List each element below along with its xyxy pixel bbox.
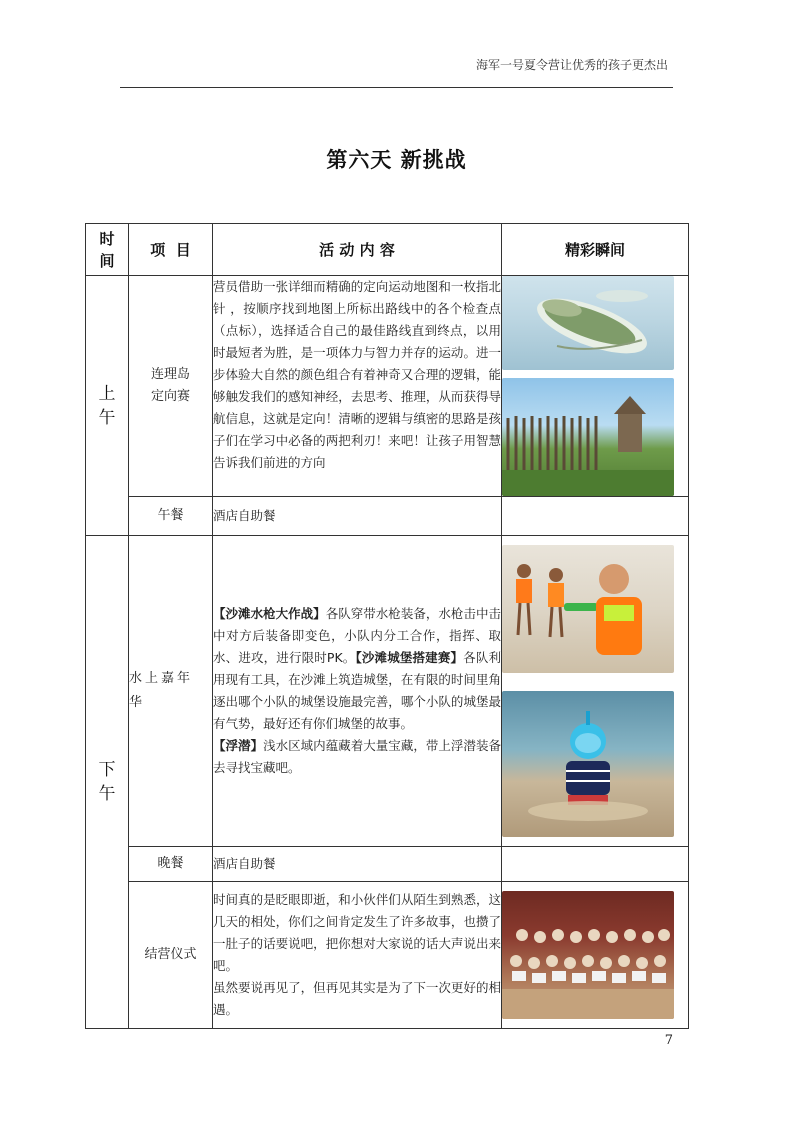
- carnival-castle-text: 各队利用现有工具，在沙滩上筑造城堡，在有限的时间里角逐出哪个小队的城堡设施最完善，哪个小队的城堡最有气势，最好还有你们城堡的故事。: [213, 650, 501, 731]
- carnival-snorkel-title: 【浮潜】: [213, 738, 264, 753]
- content-lunch: 酒店自助餐: [213, 497, 502, 536]
- photos-dinner-empty: [502, 847, 689, 882]
- item-carnival: 水上嘉年 华: [129, 536, 213, 847]
- period-afternoon: 下 午: [86, 536, 129, 1029]
- beach-watergun-photo: [502, 545, 674, 673]
- table-row: [86, 536, 689, 847]
- item-lunch: 午餐: [129, 497, 213, 536]
- photos-lunch-empty: [502, 497, 689, 536]
- column-header-item: 项 目: [129, 224, 213, 276]
- group-photo: [502, 891, 674, 1019]
- page-number: 7: [664, 1033, 673, 1048]
- wooden-pavilion-photo: [502, 378, 674, 496]
- item-orienteering: 连理岛 定向赛: [129, 276, 213, 497]
- closing-text-2: 虽然要说再见了，但再见其实是为了下一次更好的相遇。: [213, 980, 501, 1017]
- header-rule: [120, 87, 673, 88]
- content-closing: [213, 882, 502, 1029]
- table-row: [86, 497, 689, 536]
- beach-snorkel-photo: [502, 691, 674, 837]
- period-morning: 上 午: [86, 276, 129, 536]
- header-text: 海军一号夏令营让优秀的孩子更杰出: [475, 58, 668, 72]
- table-row: [86, 882, 689, 1029]
- schedule-table: [85, 223, 689, 1029]
- column-header-time: 时 间: [86, 224, 129, 276]
- content-carnival: [213, 536, 502, 847]
- photos-closing: [502, 882, 689, 1029]
- photos-carnival: [502, 536, 689, 847]
- item-dinner: 晚餐: [129, 847, 213, 882]
- table-row: [86, 276, 689, 497]
- table-header-row: [86, 224, 689, 276]
- content-dinner: 酒店自助餐: [213, 847, 502, 882]
- island-aerial-photo: [502, 276, 674, 370]
- photos-orienteering: [502, 276, 689, 497]
- page-title: 第六天 新挑战: [326, 147, 467, 172]
- column-header-content: 活 动 内 容: [213, 224, 502, 276]
- table-row: [86, 847, 689, 882]
- content-orienteering: 营员借助一张详细而精确的定向运动地图和一枚指北针 ，按顺序找到地图上所标出路线中的各个检查点（点标），选择适合自己的最佳路线直到终点，以用时最短者为胜，是一项体力与智力并存的运动。进一步体验大自然的颜色组合有着神奇又合理的逻辑，能够触发我们的感知神经，去思考、推理，从而获得导航信息，这就是定向！清晰的逻辑与缜密的思路是孩子们在学习中必备的两把利刃！来吧！让孩子用智慧告诉我们前进的方向: [213, 276, 502, 497]
- closing-text-1: 时间真的是眨眼即逝，和小伙伴们从陌生到熟悉，这几天的相处，你们之间肯定发生了许多故事，也攒了一肚子的话要说吧，把你想对大家说的话大声说出来吧。: [213, 892, 501, 973]
- carnival-watergun-text: 各队穿带水枪装备，水枪击中击中对方后装备即变色，小队内分工合作，指挥、取水、进攻，进行限时PK。: [213, 606, 501, 665]
- carnival-castle-title: 【沙滩城堡搭建赛】: [355, 650, 464, 665]
- carnival-watergun-title: 【沙滩水枪大作战】: [213, 606, 326, 621]
- carnival-snorkel-text: 浅水区域内蕴藏着大量宝藏，带上浮潜装备去寻找宝藏吧。: [213, 738, 501, 775]
- item-closing: 结营仪式: [129, 882, 213, 1029]
- column-header-highlights: 精彩瞬间: [502, 224, 689, 276]
